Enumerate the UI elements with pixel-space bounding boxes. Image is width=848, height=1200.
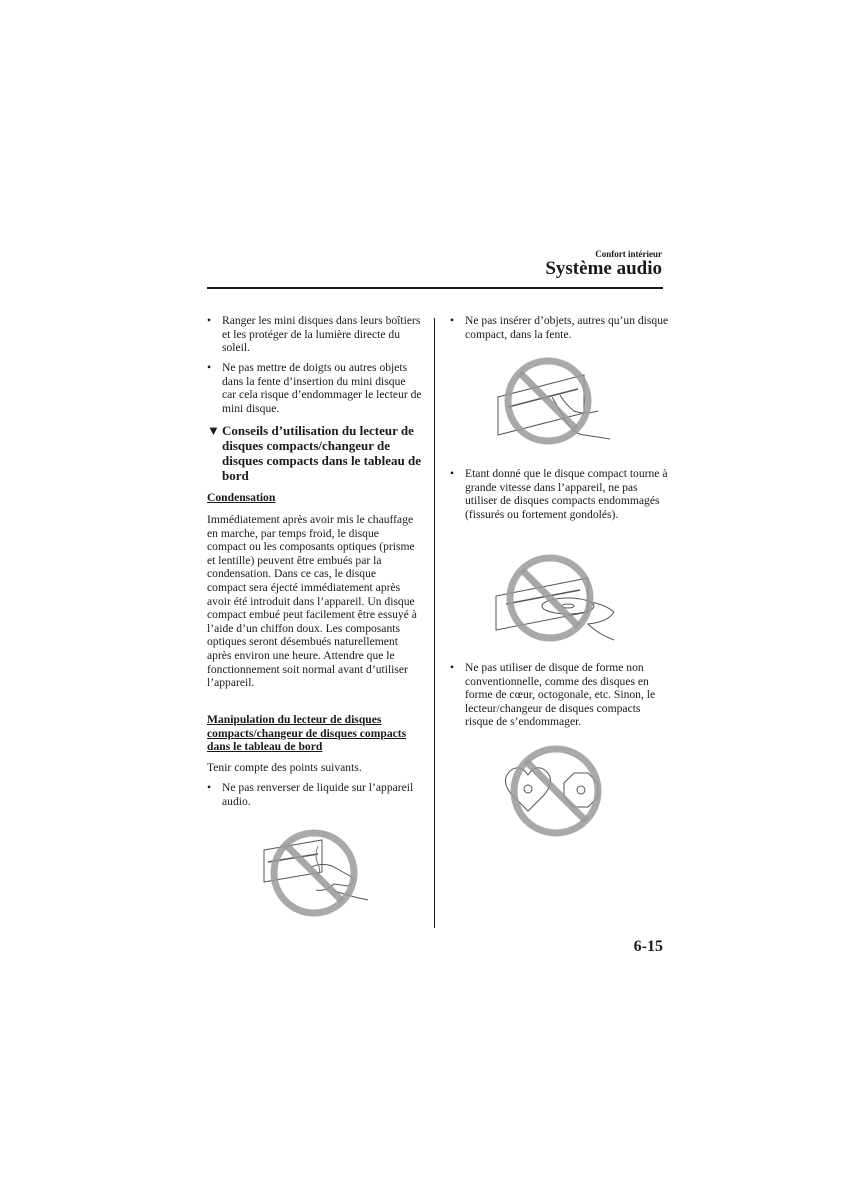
bullet-icon: •: [450, 661, 455, 674]
odd-shape-disc-illustration: [500, 745, 612, 841]
list-item: [207, 361, 422, 415]
bullet-icon: •: [207, 781, 212, 794]
major-heading: [207, 423, 434, 483]
bullet-icon: •: [450, 467, 455, 480]
list-item: [450, 467, 670, 521]
page-number: 6-15: [633, 938, 663, 955]
list-item-text: Ne pas utiliser de disque de forme non conventionnelle, comme des disques en forme de cœur, octogonale, etc. Sinon, le lecteur/changeur de disques compacts risque de s’endommager.: [465, 661, 656, 729]
column-divider: [434, 318, 435, 928]
major-heading-text: Conseils d’utilisation du lecteur de disques compacts/changeur de disques compacts dans le tableau de bord: [222, 423, 421, 483]
header-rule: [207, 287, 663, 289]
chapter-title: Confort intérieur: [595, 249, 662, 259]
triangle-marker-icon: ▼: [207, 423, 220, 438]
list-item: [450, 314, 670, 341]
list-item: [207, 781, 417, 808]
list-item: [207, 314, 422, 355]
handling-intro: Tenir compte des points suivants.: [207, 761, 362, 774]
list-item-text: Ne pas mettre de doigts ou autres objets dans la fente d’insertion du mini disque car cela risque d’endommager le lecteur de mini disque.: [222, 361, 422, 415]
bullet-icon: •: [207, 361, 212, 374]
handling-heading: Manipulation du lecteur de disques compacts/changeur de disques compacts dans le tableau de bord: [207, 713, 407, 754]
no-liquid-illustration: [258, 828, 376, 920]
bullet-icon: •: [207, 314, 212, 327]
damaged-disc-illustration: [492, 552, 618, 644]
list-item-text: Ne pas renverser de liquide sur l’appareil audio.: [222, 781, 414, 808]
list-item-text: Ne pas insérer d’objets, autres qu’un disque compact, dans la fente.: [465, 314, 669, 341]
condensation-heading: Condensation: [207, 491, 276, 504]
list-item: [450, 661, 670, 729]
list-item-text: Etant donné que le disque compact tourne à grande vitesse dans l’appareil, ne pas utiliser de disques compacts endommagés (fissurés ou fortement gondolés).: [465, 467, 668, 521]
no-objects-illustration: [494, 355, 614, 447]
section-title: Système audio: [545, 258, 662, 279]
condensation-paragraph: Immédiatement après avoir mis le chauffage en marche, par temps froid, le disque compact ou les composants optiques (prisme et lentille) peuvent être embués par la condensation. Dans ce cas, le disque compact sera éjecté immédiatement après avoir été introduit dans l’appareil. Un disque compact embué peut facilement être essuyé à l’aide d’un chiffon doux. Les composants optiques seront désembués naturellement après environ une heure. Attendre que le fonctionnement soit normal avant d’utiliser l’appareil.: [207, 513, 417, 690]
list-item-text: Ranger les mini disques dans leurs boîtiers et les protéger de la lumière directe du soleil.: [222, 314, 421, 355]
bullet-icon: •: [450, 314, 455, 327]
